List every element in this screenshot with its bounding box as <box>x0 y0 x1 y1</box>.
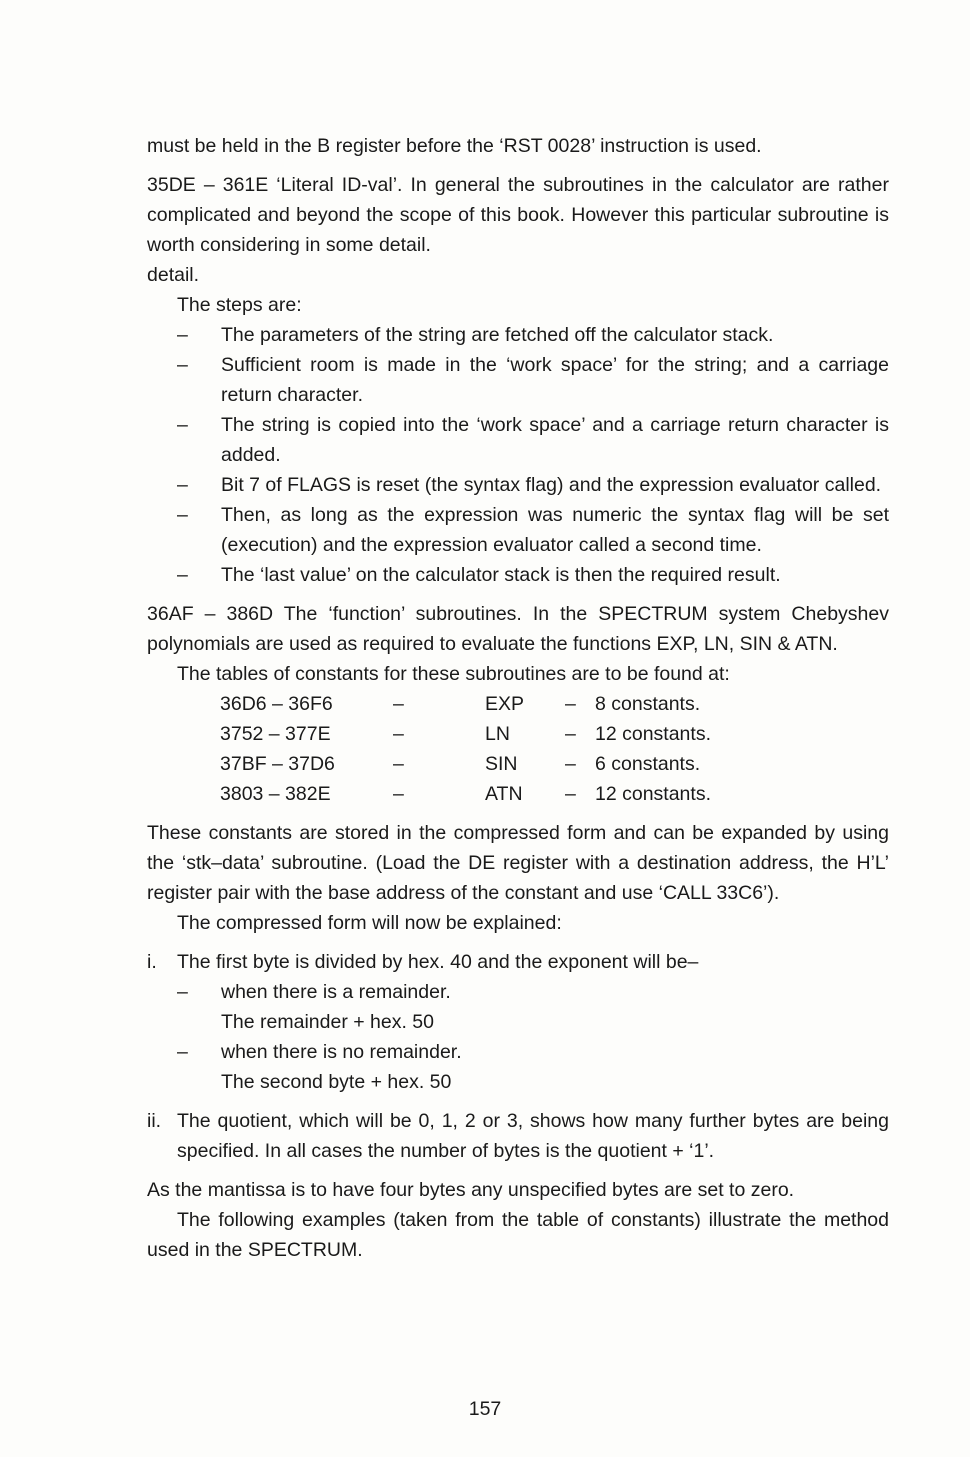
item-text: The first byte is divided by hex. 40 and the exponent will be– <box>177 951 699 973</box>
table-cell: 36D6 – 36F6 <box>220 693 333 715</box>
list-item-text: The ‘last value’ on the calculator stack is then the required result. <box>221 564 781 586</box>
table-row <box>220 779 889 809</box>
paragraph: 35DE – 361E ‘Literal ID-val’. In general the subroutines in the calculator are rather complicated and beyond the scope of this book. However this particular subroutine is worth considering in some detail. <box>147 174 889 256</box>
paragraph: The compressed form will now be explained: <box>177 912 562 934</box>
item-number: ii. <box>147 1110 162 1132</box>
dash: – <box>177 1041 188 1063</box>
paragraph: must be held in the B register before the ‘RST 0028’ instruction is used. <box>147 135 762 157</box>
dash: – <box>177 414 188 436</box>
paragraph: The tables of constants for these subroutines are to be found at: <box>177 663 730 685</box>
dash: – <box>177 324 188 346</box>
dash: – <box>177 354 188 376</box>
list-item-text: The parameters of the string are fetched off the calculator stack. <box>221 324 774 346</box>
paragraph: As the mantissa is to have four bytes any unspecified bytes are set to zero. <box>147 1179 795 1201</box>
paragraph: The following examples (taken from the table of constants) illustrate the method used in the SPECTRUM. <box>147 1209 889 1261</box>
sub-item-continuation: The second byte + hex. 50 <box>221 1071 452 1093</box>
sub-item-text: when there is no remainder. <box>221 1041 462 1063</box>
list-item-text: Bit 7 of FLAGS is reset (the syntax flag) and the expression evaluator called. <box>221 474 882 496</box>
dash: – <box>177 474 188 496</box>
sub-item <box>147 1037 889 1067</box>
paragraph: These constants are stored in the compressed form and can be expanded by using the ‘stk–data’ subroutine. (Load the DE register with a destination address, the H’L’ register pair with the base address of the constant and use ‘CALL 33C6’). <box>147 822 889 904</box>
list-item <box>147 500 889 560</box>
list-item <box>147 560 889 590</box>
numbered-item <box>147 947 889 977</box>
table-cell: – <box>565 723 576 745</box>
sub-item <box>147 977 889 1007</box>
table-cell: – <box>565 753 576 775</box>
list-item <box>147 320 889 350</box>
list-item-text: Then, as long as the expression was numeric the syntax flag will be set (execution) and the expression evaluator called a second time. <box>221 504 889 556</box>
table-cell: – <box>565 783 576 805</box>
table-cell: – <box>393 753 404 775</box>
table-row <box>220 689 889 719</box>
table-cell: 12 constants. <box>595 723 711 745</box>
page-number: 157 <box>468 1398 502 1420</box>
table-row <box>220 719 889 749</box>
sub-item-continuation: The remainder + hex. 50 <box>221 1011 434 1033</box>
table-cell: – <box>393 783 404 805</box>
item-number: i. <box>147 951 157 973</box>
table-cell: – <box>565 693 576 715</box>
list-item <box>147 410 889 470</box>
table-cell: – <box>393 723 404 745</box>
list-item <box>147 470 889 500</box>
table-cell: 12 constants. <box>595 783 711 805</box>
table-cell: 3803 – 382E <box>220 783 331 805</box>
table-cell: EXP <box>485 693 525 715</box>
paragraph: detail. <box>147 264 200 286</box>
table-cell: 3752 – 377E <box>220 723 331 745</box>
paragraph: 36AF – 386D The ‘function’ subroutines. In the SPECTRUM system Chebyshev polynomials are used as required to evaluate the functions EXP, LN, SIN & ATN. <box>147 603 889 655</box>
table-cell: SIN <box>485 753 518 775</box>
paragraph: The steps are: <box>177 294 302 316</box>
table-cell: 8 constants. <box>595 693 701 715</box>
dash: – <box>177 564 188 586</box>
dash: – <box>177 981 188 1003</box>
sub-item-text: when there is a remainder. <box>221 981 451 1003</box>
item-text: The quotient, which will be 0, 1, 2 or 3, shows how many further bytes are being specified. In all cases the number of bytes is the quotient + ‘1’. <box>177 1110 889 1162</box>
body-text <box>147 131 889 1265</box>
table-cell: 37BF – 37D6 <box>220 753 335 775</box>
list-item-text: The string is copied into the ‘work space’ and a carriage return character is added. <box>221 414 889 466</box>
table-cell: – <box>393 693 404 715</box>
list-item-text: Sufficient room is made in the ‘work space’ for the string; and a carriage return character. <box>221 354 889 406</box>
list-item <box>147 350 889 410</box>
table-row <box>220 749 889 779</box>
table-cell: LN <box>485 723 510 745</box>
constants-table <box>220 689 889 809</box>
dash: – <box>177 504 188 526</box>
table-cell: ATN <box>485 783 523 805</box>
numbered-item <box>147 1106 889 1166</box>
table-cell: 6 constants. <box>595 753 701 775</box>
